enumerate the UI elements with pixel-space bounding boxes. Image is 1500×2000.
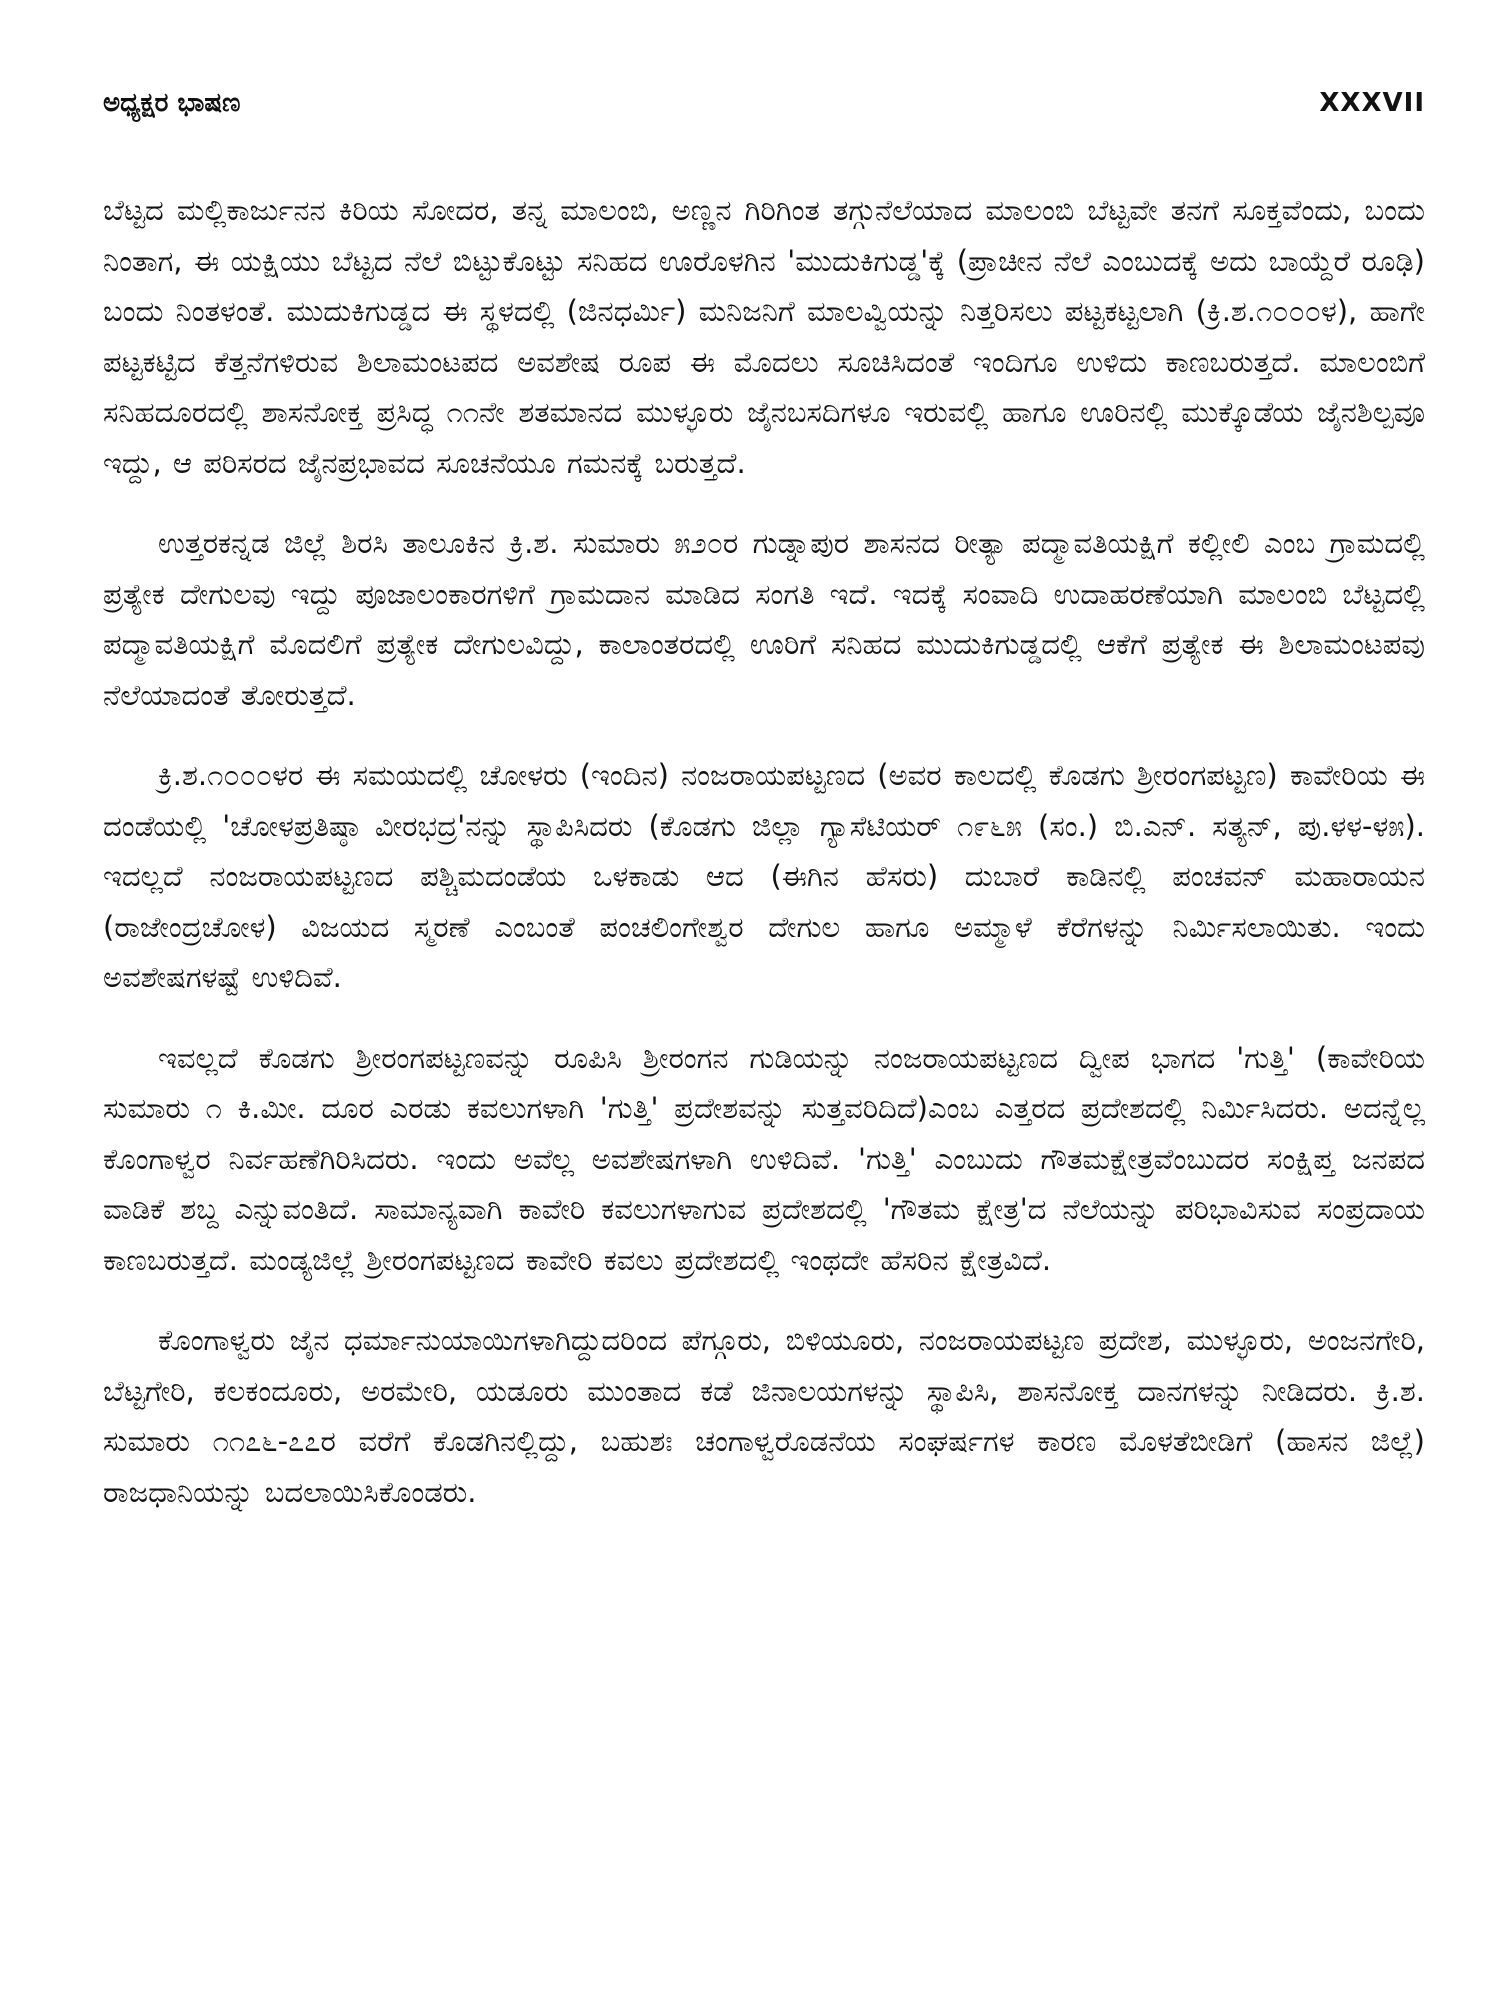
paragraph-4: ಇವಲ್ಲದೆ ಕೊಡಗು ಶ್ರೀರಂಗಪಟ್ಟಣವನ್ನು ರೂಪಿಸಿ ಶ್ರೀರಂಗನ ಗುಡಿಯನ್ನು ನಂಜರಾಯಪಟ್ಟಣದ ದ್ವೀಪ ಭಾಗದ 'ಗುತ್ತಿ' (ಕಾವೇರಿಯ ಸುಮಾರು ೧ ಕಿ.ಮೀ. ದೂರ ಎರಡು ಕವಲುಗಳಾಗಿ 'ಗುತ್ತಿ' ಪ್ರದೇಶವನ್ನು ಸುತ್ತವರಿದಿದೆ)ಎಂಬ ಎತ್ತರದ ಪ್ರದೇಶದಲ್ಲಿ ನಿರ್ಮಿಸಿದರು. ಅದನ್ನೆಲ್ಲ ಕೊಂಗಾಳ್ವರ ನಿರ್ವಹಣೆಗಿರಿಸಿದರು. ಇಂದು ಅವೆಲ್ಲ ಅವಶೇಷಗಳಾಗಿ ಉಳಿದಿವೆ. 'ಗುತ್ತಿ' ಎಂಬುದು ಗೌತಮಕ್ಷೇತ್ರವೆಂಬುದರ ಸಂಕ್ಷಿಪ್ತ ಜನಪದ ವಾಡಿಕೆ ಶಬ್ದ ಎನ್ನುವಂತಿದೆ. ಸಾಮಾನ್ಯವಾಗಿ ಕಾವೇರಿ ಕವಲುಗಳಾಗುವ ಪ್ರದೇಶದಲ್ಲಿ 'ಗೌತಮ ಕ್ಷೇತ್ರ'ದ ನೆಲೆಯನ್ನು ಪರಿಭಾವಿಸುವ ಸಂಪ್ರದಾಯ ಕಾಣಬರುತ್ತದೆ. ಮಂಡ್ಯಜಿಲ್ಲೆ ಶ್ರೀರಂಗಪಟ್ಟಣದ ಕಾವೇರಿ ಕವಲು ಪ್ರದೇಶದಲ್ಲಿ ಇಂಥದೇ ಹೆಸರಿನ ಕ್ಷೇತ್ರವಿದೆ. xyxy=(103,1040,1425,1277)
paragraph-2: ಉತ್ತರಕನ್ನಡ ಜಿಲ್ಲೆ ಶಿರಸಿ ತಾಲೂಕಿನ ಕ್ರಿ.ಶ. ಸುಮಾರು ೫೨೦ರ ಗುಡ್ನಾಪುರ ಶಾಸನದ ರೀತ್ಯಾ ಪದ್ಮಾವತಿಯಕ್ಷಿಗೆ ಕಲ್ಲೀಲಿ ಎಂಬ ಗ್ರಾಮದಲ್ಲಿ ಪ್ರತ್ಯೇಕ ದೇಗುಲವು ಇದ್ದು ಪೂಜಾಲಂಕಾರಗಳಿಗೆ ಗ್ರಾಮದಾನ ಮಾಡಿದ ಸಂಗತಿ ಇದೆ. ಇದಕ್ಕೆ ಸಂವಾದಿ ಉದಾಹರಣೆಯಾಗಿ ಮಾಲಂಬಿ ಬೆಟ್ಟದಲ್ಲಿ ಪದ್ಮಾವತಿಯಕ್ಷಿಗೆ ಮೊದಲಿಗೆ ಪ್ರತ್ಯೇಕ ದೇಗುಲವಿದ್ದು, ಕಾಲಾಂತರದಲ್ಲಿ ಊರಿಗೆ ಸನಿಹದ ಮುದುಕಿಗುಡ್ಡದಲ್ಲಿ ಆಕೆಗೆ ಪ್ರತ್ಯೇಕ ಈ ಶಿಲಾಮಂಟಪವು ನೆಲೆಯಾದಂತೆ ತೋರುತ್ತದೆ. xyxy=(103,526,1425,712)
page-number: XXXVII xyxy=(1319,88,1425,118)
paragraph-1: ಬೆಟ್ಟದ ಮಲ್ಲಿಕಾರ್ಜುನನ ಕಿರಿಯ ಸೋದರ, ತನ್ನ ಮಾಲಂಬಿ, ಅಣ್ಣನ ಗಿರಿಗಿಂತ ತಗ್ಗುನೆಲೆಯಾದ ಮಾಲಂಬಿ ಬೆಟ್ಟವೇ ತನಗೆ ಸೂಕ್ತವೆಂದು, ಬಂದು ನಿಂತಾಗ, ಈ ಯಕ್ಷಿಯು ಬೆಟ್ಟದ ನೆಲೆ ಬಿಟ್ಟುಕೊಟ್ಟು ಸನಿಹದ ಊರೊಳಗಿನ 'ಮುದುಕಿಗುಡ್ಡ'ಕ್ಕೆ (ಪ್ರಾಚೀನ ನೆಲೆ ಎಂಬುದಕ್ಕೆ ಅದು ಬಾಯ್ದೆರೆ ರೂಢಿ) ಬಂದು ನಿಂತಳಂತೆ. ಮುದುಕಿಗುಡ್ಡದ ಈ ಸ್ಥಳದಲ್ಲಿ (ಜಿನಧರ್ಮಿ) ಮನಿಜನಿಗೆ ಮಾಲವ್ವಿಯನ್ನು ನಿತ್ತರಿಸಲು ಪಟ್ಟಕಟ್ಟಲಾಗಿ (ಕ್ರಿ.ಶ.೧೦೦೦ಳ), ಹಾಗೇ ಪಟ್ಟಕಟ್ಟಿದ ಕೆತ್ತನೆಗಳಿರುವ ಶಿಲಾಮಂಟಪದ ಅವಶೇಷ ರೂಪ ಈ ಮೊದಲು ಸೂಚಿಸಿದಂತೆ ಇಂದಿಗೂ ಉಳಿದು ಕಾಣಬರುತ್ತದೆ. ಮಾಲಂಬಿಗೆ ಸನಿಹದೂರದಲ್ಲಿ ಶಾಸನೋಕ್ತ ಪ್ರಸಿದ್ಧ ೧೧ನೇ ಶತಮಾನದ ಮುಳ್ಳೂರು ಜೈನಬಸದಿಗಳೂ ಇರುವಲ್ಲಿ ಹಾಗೂ ಊರಿನಲ್ಲಿ ಮುಕ್ಕೊಡೆಯ ಜೈನಶಿಲ್ಪವೂ ಇದ್ದು, ಆ ಪರಿಸರದ ಜೈನಪ್ರಭಾವದ ಸೂಚನೆಯೂ ಗಮನಕ್ಕೆ ಬರುತ್ತದೆ. xyxy=(103,193,1425,480)
body-text xyxy=(103,185,1425,1547)
paragraph-5: ಕೊಂಗಾಳ್ವರು ಜೈನ ಧರ್ಮಾನುಯಾಯಿಗಳಾಗಿದ್ದುದರಿಂದ ಪೆಗ್ಗೂರು, ಬಿಳಿಯೂರು, ನಂಜರಾಯಪಟ್ಟಣ ಪ್ರದೇಶ, ಮುಳ್ಳೂರು, ಅಂಜನಗೇರಿ, ಬೆಟ್ಟಗೇರಿ, ಕಲಕಂದೂರು, ಅರಮೇರಿ, ಯಡೂರು ಮುಂತಾದ ಕಡೆ ಜಿನಾಲಯಗಳನ್ನು ಸ್ಥಾಪಿಸಿ, ಶಾಸನೋಕ್ತ ದಾನಗಳನ್ನು ನೀಡಿದರು. ಕ್ರಿ.ಶ. ಸುಮಾರು ೧೧೭೬-೭೭ರ ವರೆಗೆ ಕೊಡಗಿನಲ್ಲಿದ್ದು, ಬಹುಶಃ ಚಂಗಾಳ್ವರೊಡನೆಯ ಸಂಘರ್ಷಗಳ ಕಾರಣ ಮೊಳತೆಬೀಡಿಗೆ (ಹಾಸನ ಜಿಲ್ಲೆ) ರಾಜಧಾನಿಯನ್ನು ಬದಲಾಯಿಸಿಕೊಂಡರು. xyxy=(103,1323,1425,1509)
chapter-title: ಅಧ್ಯಕ್ಷರ ಭಾಷಣ xyxy=(103,88,241,118)
running-header xyxy=(103,88,1425,128)
paragraph-3: ಕ್ರಿ.ಶ.೧೦೦೦ಳರ ಈ ಸಮಯದಲ್ಲಿ ಚೋಳರು (ಇಂದಿನ) ನಂಜರಾಯಪಟ್ಟಣದ (ಅವರ ಕಾಲದಲ್ಲಿ ಕೊಡಗು ಶ್ರೀರಂಗಪಟ್ಟಣ) ಕಾವೇರಿಯ ಈ ದಂಡೆಯಲ್ಲಿ 'ಚೋಳಪ್ರತಿಷ್ಠಾ ವೀರಭದ್ರ'ನನ್ನು ಸ್ಥಾಪಿಸಿದರು (ಕೊಡಗು ಜಿಲ್ಲಾ ಗ್ಯಾಸೆಟಿಯರ್ ೧೯೬೫ (ಸಂ.) ಬಿ.ಎನ್. ಸತ್ಯನ್, ಪು.ಳಳ-ಳ೫). ಇದಲ್ಲದೆ ನಂಜರಾಯಪಟ್ಟಣದ ಪಶ್ಚಿಮದಂಡೆಯ ಒಳಕಾಡು ಆದ (ಈಗಿನ ಹೆಸರು) ದುಬಾರೆ ಕಾಡಿನಲ್ಲಿ ಪಂಚವನ್ ಮಹಾರಾಯನ (ರಾಜೇಂದ್ರಚೋಳ) ವಿಜಯದ ಸ್ಮರಣೆ ಎಂಬಂತೆ ಪಂಚಲಿಂಗೇಶ್ವರ ದೇಗುಲ ಹಾಗೂ ಅಮ್ಮಾಳೆ ಕೆರೆಗಳನ್ನು ನಿರ್ಮಿಸಲಾಯಿತು. ಇಂದು ಅವಶೇಷಗಳಷ್ಟೆ ಉಳಿದಿವೆ. xyxy=(103,758,1425,994)
